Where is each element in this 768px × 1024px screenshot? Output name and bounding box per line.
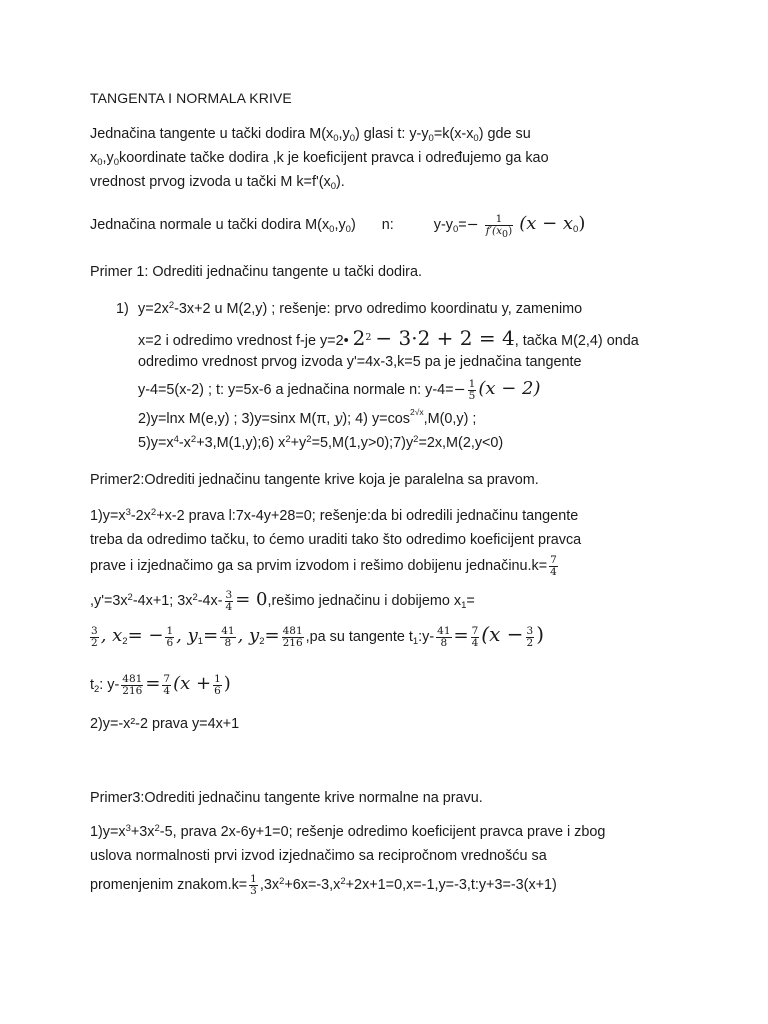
primer2-heading: Primer2:Odrediti jednačinu tangente krive koja je paralelna sa pravom. — [90, 472, 539, 488]
primer1-line-1: $y=2x^2-3x+2$ u M(2,y) ; rešenje: prvo odredimo koordinatu y, zamenimo — [138, 300, 583, 317]
tangent-definition-line-3: vrednost prvog izvoda u tački M $k=f'(x_0)$. — [90, 174, 345, 192]
primer1-line-4: y-4=5(x-2) ; t: y=5x-6 a jednačina normale n: y-4=− $\frac{1}{5}$ (x − 2) — [138, 377, 541, 402]
primer1-heading: Primer 1: Odrediti jednačinu tangente u tački dodira. — [90, 264, 422, 280]
slope-fraction-7-4: $\frac{7}{4}$ — [550, 553, 557, 578]
normal-definition-line: Jednačina normale u tački dodira $M(x_0,y_0)$ n: $y-y_0=-$ $\frac{1}{f'(x_0)}$ $(x - x_0)$ — [90, 212, 586, 240]
primer3-line-2: uslova normalnosti prvi izvod izjednačimo sa recipročnom vrednošću sa — [90, 848, 547, 864]
primer2-line-7: 2)y=-x²-2 prava y=4x+1 — [90, 716, 240, 732]
primer1-line-3: odredimo vrednost prvog izvoda y'=4x-3,k=5 pa je jednačina tangente — [138, 354, 582, 370]
fraction-41-8: $\frac{41}{8}$ — [437, 624, 451, 649]
primer3-line-1: $1)y=x^3+3x^2-5$, prava 2x-6y+1=0; rešenje odredimo koeficijent pravca prave i zbog — [90, 823, 606, 840]
primer2-line-5: $\frac{3}{2}$ , $x_2=$ − $\frac{1}{6}$ , $y_1=$ $\frac{41}{8}$ , $y_2=$ $\frac{481}{216}$ ,pa su tangente $t_1:y-$ $\frac{41}{8}$ = $\frac{7}{4}$ (x − $\frac{3}{2}$ ) — [91, 622, 544, 649]
primer2-line-3: prave i izjednačimo ga sa prvim izvodom i rešimo dobijenu jednačinu.k= $\frac{7}{4}$ — [90, 553, 557, 578]
normal-slope-fraction: $\frac{1}{f'(x_0)}$ — [485, 212, 513, 240]
fraction-7-4: $\frac{7}{4}$ — [471, 624, 479, 649]
primer1-line-2: x=2 i odredimo vrednost f-je y=2• $2^2 - 3\cdot 2 + 2 = 4$, tačka M(2,4) onda — [138, 326, 639, 350]
document-title: TANGENTA I NORMALA KRIVE — [90, 90, 292, 106]
fraction-y1: $\frac{41}{8}$ — [221, 624, 235, 649]
primer1-line-5: 2)y=lnx M(e,y) ; 3)y=sinx M(π, y); 4) $y=\cos^{2√x},M(0,y)$ ; — [138, 407, 477, 427]
fraction-3-2: $\frac{3}{2}$ — [526, 624, 534, 649]
fraction-x1: $\frac{3}{2}$ — [91, 624, 98, 649]
fraction-y2: $\frac{481}{216}$ — [282, 624, 303, 649]
fraction-481-216: $\frac{481}{216}$ — [122, 672, 143, 697]
primer3-heading: Primer3:Odrediti jednačinu tangente krive normalne na pravu. — [90, 790, 483, 806]
fraction-7-4-b: $\frac{7}{4}$ — [163, 672, 171, 697]
normal-slope-fraction-1-5: $\frac{1}{5}$ — [468, 377, 476, 402]
primer3-line-3: promenjenim znakom.k= $\frac{1}{3}$ $,3x^2+6x=-3,x^2+2x+1=0,x=-1,y=-3,t:y+3=-3(x+1)$ — [90, 872, 557, 897]
primer2-line-6: $t_2$: y- $\frac{481}{216}$ = $\frac{7}{4}$ (x + $\frac{1}{6}$ ) — [90, 672, 231, 697]
fraction-x2: $\frac{1}{6}$ — [166, 624, 174, 649]
primer2-line-1: $1)y=x^3-2x^2+x-2$ prava l:7x-4y+28=0; rešenje:da bi odredili jednačinu tangente — [90, 507, 579, 524]
fraction-1-3: $\frac{1}{3}$ — [250, 872, 257, 897]
fraction-1-6: $\frac{1}{6}$ — [214, 672, 221, 697]
primer1-item-number: 1) — [116, 301, 129, 317]
tangent-definition-line-2: $x_0,y_0koordinate$ tačke dodira ,k je koeficijent pravca i određujemo ga kao — [90, 150, 549, 168]
fraction-3-4: $\frac{3}{4}$ — [225, 588, 233, 613]
primer2-line-4: $,y'=3x^2-4x+1$; $3x^2-4x-$ $\frac{3}{4}$ = 0,rešimo jednačinu i dobijemo $x_1=$ — [90, 588, 475, 613]
tangent-definition-line-1: Jednačina tangente u tački dodira $M(x_0,y_0)$ glasi t: $y-y_0=k(x-x_0)$ gde su — [90, 126, 531, 144]
primer1-line-6: $5)y=x^4-x^2+3,M(1,y);6$) $x^2+y^2=5,M(1,y>0);7)y^2=2x,M(2,y<0)$ — [138, 434, 504, 451]
primer2-line-2: treba da odredimo tačku, to ćemo uraditi tako što odredimo koeficijent pravca — [90, 532, 582, 548]
